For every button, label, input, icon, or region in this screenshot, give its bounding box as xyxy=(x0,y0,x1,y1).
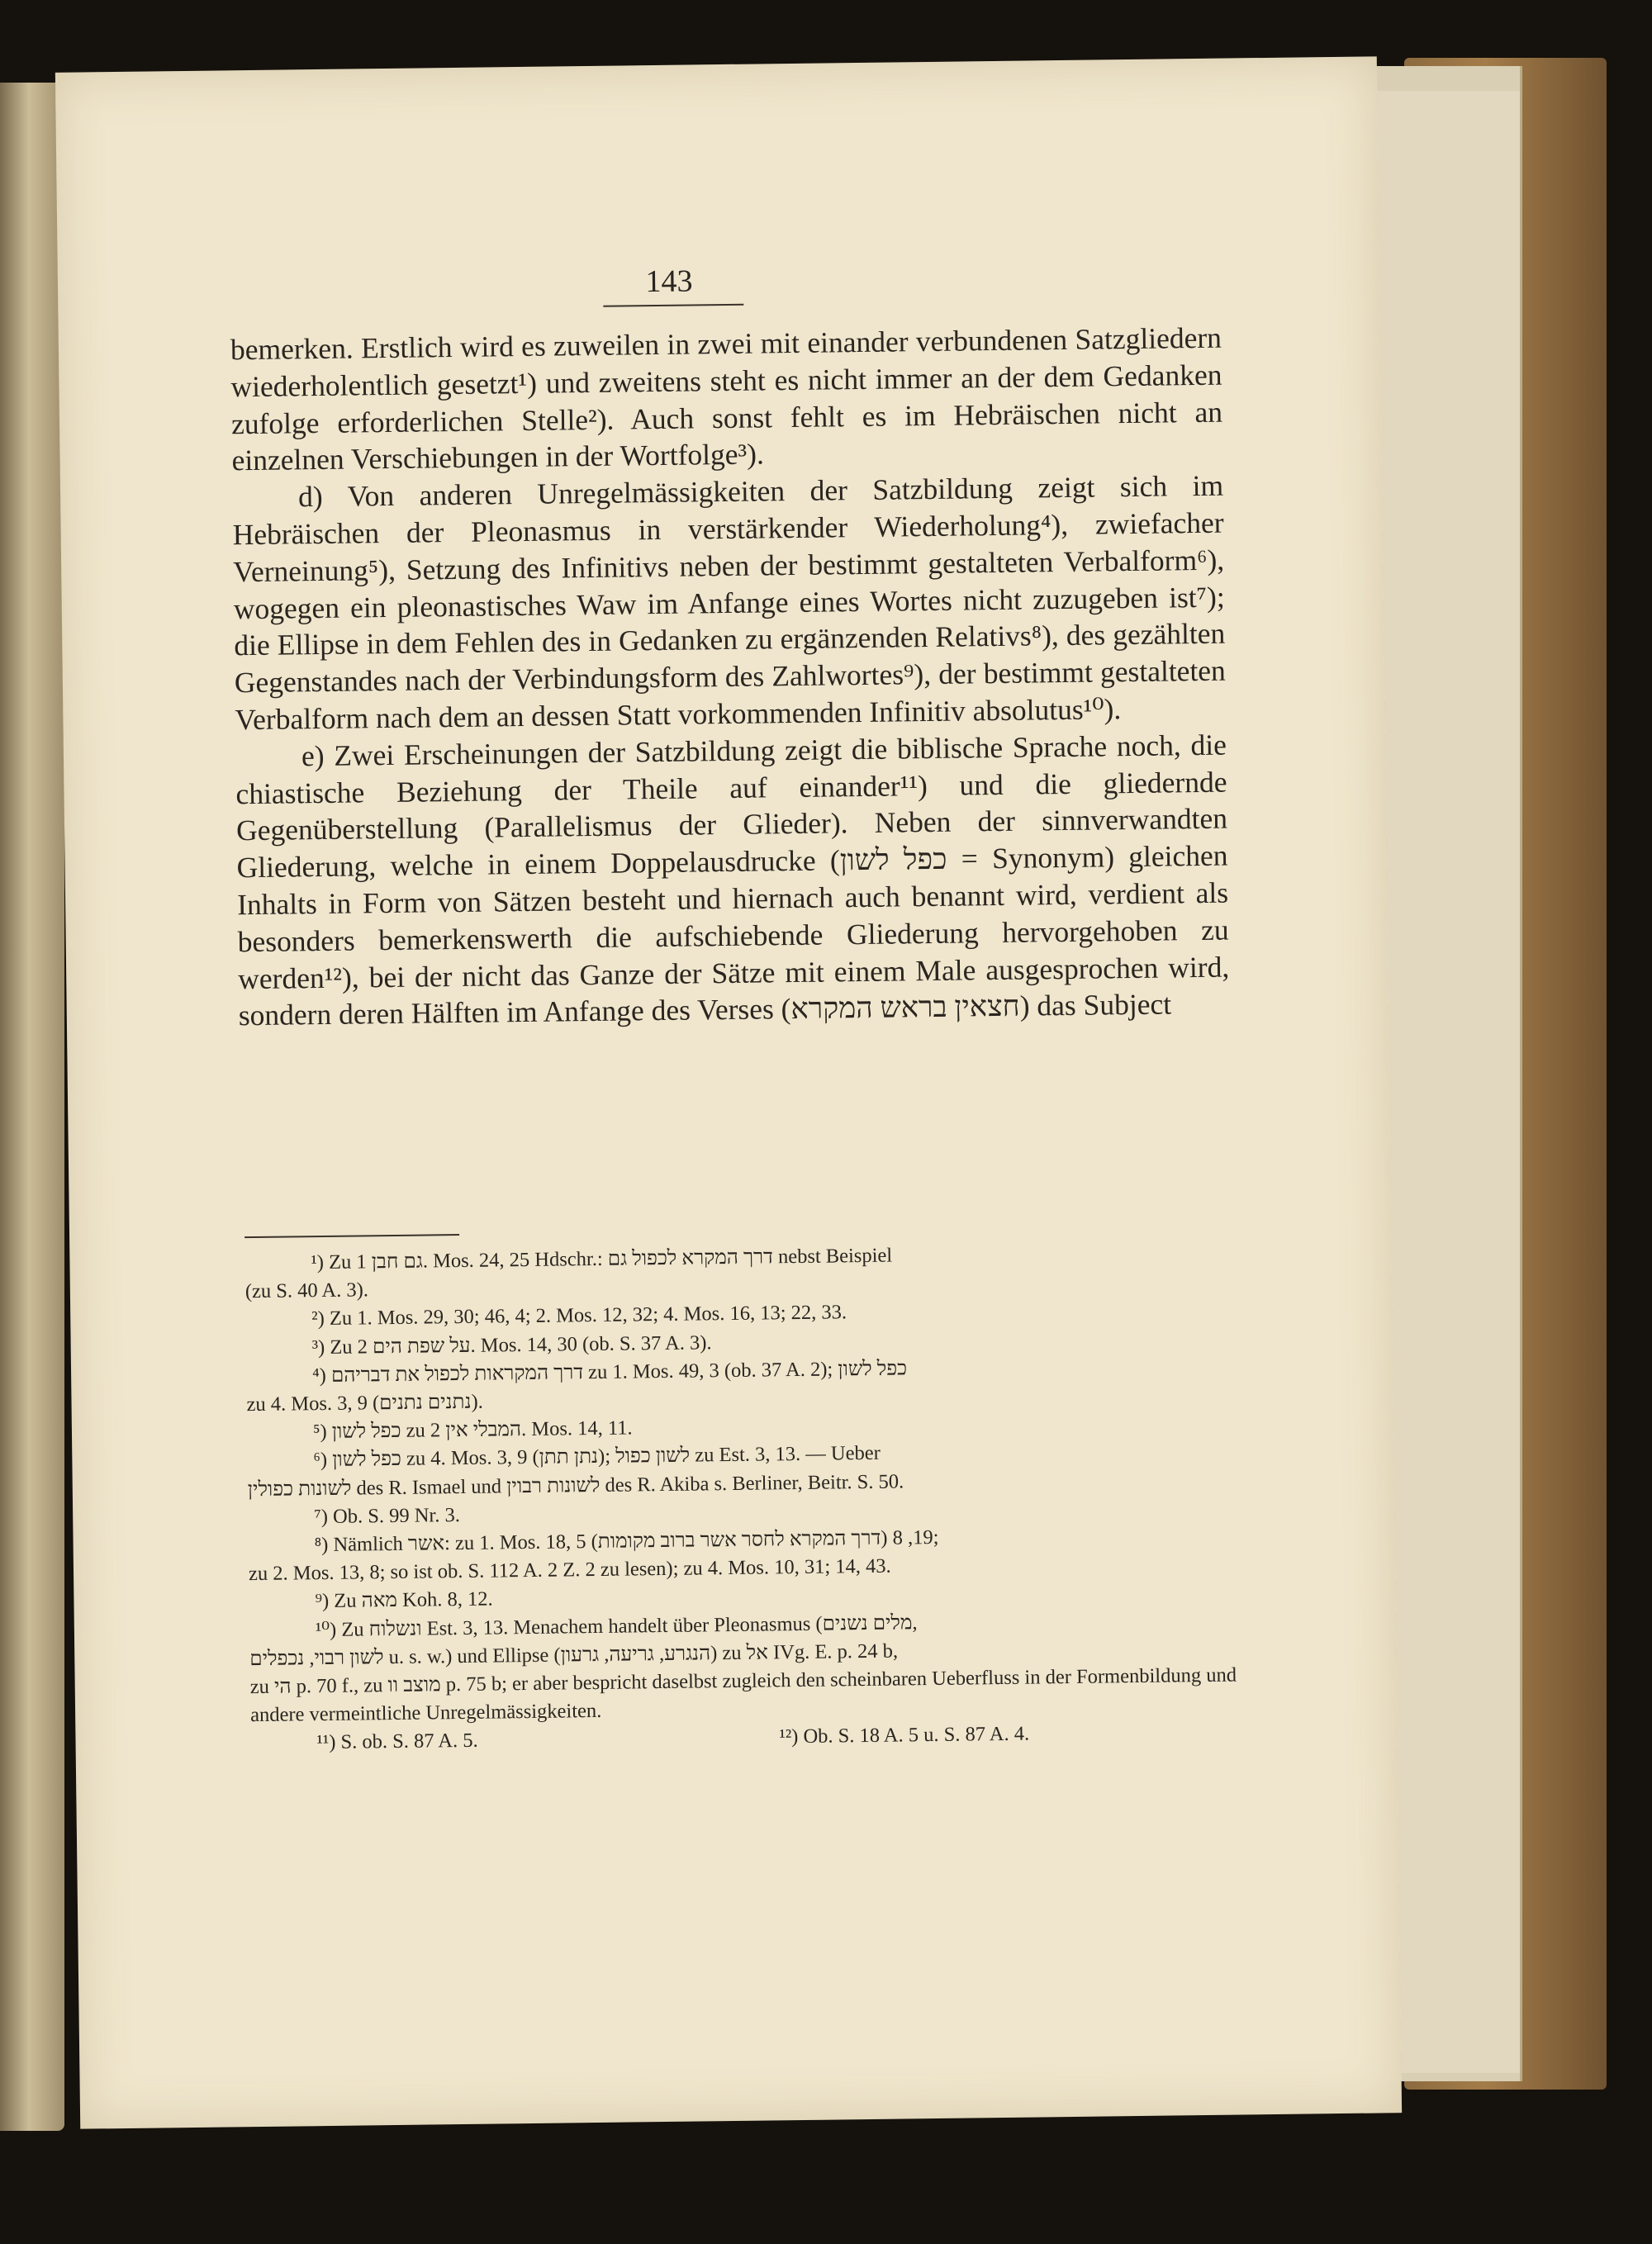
page-number-rule xyxy=(603,304,743,307)
footnote-6: ⁶) כפל לשון zu 4. Mos. 3, 9 (נתן תתן); לשון כפול zu Est. 3, 13. — Ueber xyxy=(313,1442,881,1472)
footnote-10: ¹⁰) Zu ונשלוח Est. 3, 13. Menachem handelt über Pleonasmus (מלים נשנים, xyxy=(315,1611,918,1641)
footnote-5: ⁵) כפל לשון zu המבלי אין 2. Mos. 14, 11. xyxy=(312,1416,633,1444)
footnotes xyxy=(244,1238,1238,1758)
footnote-12: ¹²) Ob. S. 18 A. 5 u. S. 87 A. 4. xyxy=(779,1723,1030,1748)
paragraph-3: e) Zwei Erscheinungen der Satzbildung zeigt die biblische Sprache noch, die chiastische Beziehung der Theile auf einander¹¹) und die gliedernde Gegenüberstellung (Parallelismus der Glieder). Neben der sinnverwandten Gliederung, welche in einem Doppelausdrucke (כפל לשון = Synonym) gleichen Inhalts in Form von Sätzen besteht und hiernach auch benannt wird, verdient als besonders bemerkenswerth die aufschiebende Gliederung hervorgehoben zu werden¹²), bei der nicht das Ganze der Sätze mit einem Male ausgesprochen wird, sondern deren Hälften im Anfange des Verses (חצאין בראש המקרא) das Subject xyxy=(235,728,1230,1032)
footnote-rule xyxy=(244,1234,459,1238)
paragraph-2: d) Von anderen Unregelmässigkeiten der Satzbildung zeigt sich im Hebräischen der Pleonasmus in verstärkender Wiederholung⁴), zwiefacher Verneinung⁵), Setzung des Infinitivs neben der bestimmt gestalteten Verbalform⁶), wogegen ein pleonastisches Waw im Anfange eines Wortes nicht zuzugeben ist⁷); die Ellipse in dem Fehlen des in Gedanken zu ergänzenden Relativs⁸), des gezählten Gegenstandes nach der Verbindungsform des Zahlwortes⁹), der bestimmt gestalteten Verbalform nach dem an dessen Statt vorkommenden Infinitiv absolutus¹⁰). xyxy=(232,468,1227,737)
footnote-4-cont: zu 4. Mos. 3, 9 (נתנים נתנים). xyxy=(246,1390,483,1416)
footnote-4: ⁴) דרך המקראות לכפול את דבריהם zu 1. Mos. 49, 3 (ob. 37 A. 2); כפל לשון xyxy=(311,1357,908,1387)
footnote-10-cont-2: zu הי p. 70 f., zu מוצב וו p. 75 b; er aber bespricht daselbst zugleich den scheinbaren Ueberfluss in der Formenbildung und andere vermeintliche Unregelmässigkeiten. xyxy=(249,1663,1237,1727)
paragraph-1: bemerken. Erstlich wird es zuweilen in zwei mit einander verbundenen Satzgliedern wiederholentlich gesetzt¹) und zweitens steht es nicht immer an der dem Gedanken zufolge erforderlichen Stelle²). Auch sonst fehlt es im Hebräischen nicht an einzelnen Verschiebungen in der Wortfolge³). xyxy=(230,320,1223,477)
footnote-9: ⁹) Zu מאה Koh. 8, 12. xyxy=(315,1587,493,1613)
body-text xyxy=(230,320,1230,1035)
footnote-1: ¹) Zu גם חבן 1. Mos. 24, 25 Hdschr.: דרך המקרא לכפול גם nebst Beispiel xyxy=(311,1244,893,1274)
footnote-6-cont: לשונות כפולין des R. Ismael und לשונות רבוין des R. Akiba s. Berliner, Beitr. S. 50. xyxy=(247,1470,904,1501)
footnote-10-cont-1: לשון רבוי, נכפלים u. s. w.) und Ellipse (הנגרע, גריעה, גרעון) zu אל IVg. E. p. 24 b, xyxy=(249,1639,899,1670)
footnote-3: ³) Zu על שפת הים 2. Mos. 14, 30 (ob. S. 37 A. 3). xyxy=(311,1331,712,1359)
facing-page-edge xyxy=(0,83,64,2131)
footnote-7: ⁷) Ob. S. 99 Nr. 3. xyxy=(314,1503,461,1528)
footnote-2: ²) Zu 1. Mos. 29, 30; 46, 4; 2. Mos. 12, 32; 4. Mos. 16, 13; 22, 33. xyxy=(311,1301,847,1331)
footnote-11: ¹¹) S. ob. S. 87 A. 5. xyxy=(316,1729,478,1754)
page-number: 143 xyxy=(645,263,693,300)
footnote-1-cont: (zu S. 40 A. 3). xyxy=(244,1279,369,1303)
book-page xyxy=(55,56,1402,2128)
footnote-8-cont: zu 2. Mos. 13, 8; so ist ob. S. 112 A. 2 Z. 2 zu lesen); zu 4. Mos. 10, 31; 14, 43. xyxy=(248,1554,891,1586)
footnote-8: ⁸) Nämlich אשר: zu 1. Mos. 18, 5 (דרך המקרא לחסר אשר ברוב מקומות) 19, 8; xyxy=(314,1525,939,1557)
